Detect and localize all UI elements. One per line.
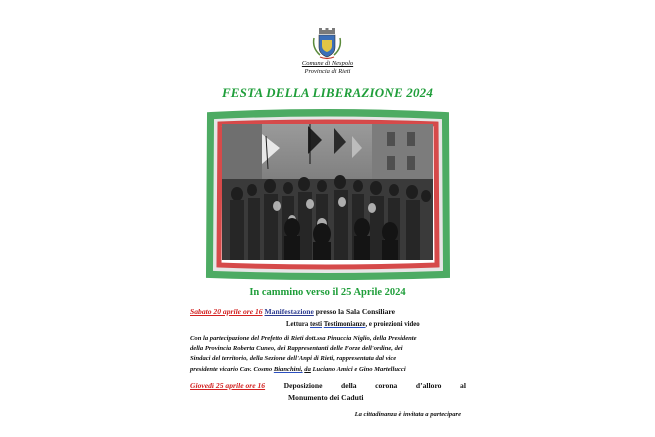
event2-location: Monumento dei Caduti [288, 393, 364, 402]
event2-word: al [460, 381, 466, 390]
event1-date: Sabato 20 aprile ore 16 [190, 307, 263, 316]
event2-word: d’alloro [415, 381, 442, 390]
participation-line: Sindaci del territorio, della Sezione dell'Anpi di Rieti, rappresentata dal vice [190, 355, 397, 363]
reading-label: Lettura [286, 321, 309, 328]
commune-province: Provincia di Rieti [304, 67, 351, 75]
commune-name: Comune di Nespolo [301, 60, 354, 67]
event1-what: Manifestazione [264, 307, 314, 316]
event2-block [190, 381, 466, 402]
participation-text: presidente vicario Cav. Cosmo [190, 365, 273, 373]
participation-line [190, 365, 466, 375]
texts-label: testi [309, 321, 323, 328]
participation-line: Con la partecipazione del Prefetto di Rieti dott.ssa Pinuccia Niglio, della Presidente [190, 335, 417, 342]
event2-date: Giovedì 25 aprile ore 16 [190, 381, 266, 390]
event2-word: Deposizione [283, 381, 323, 390]
event-subtitle: In cammino verso il 25 Aprile 2024 [249, 287, 406, 298]
participation-paragraph [190, 334, 466, 375]
participation-name: Bianchini, [273, 365, 303, 373]
event1-detail [286, 321, 420, 328]
event2-word: corona [375, 381, 398, 390]
page-title: FESTA DELLA LIBERAZIONE 2024 [221, 85, 434, 100]
video-label: , e proiezioni video [365, 321, 420, 328]
historical-liberation-photo [222, 124, 433, 260]
participation-line: della Provincia Roberta Cuneo, dei Rappresentanti delle Forze dell'ordine, dei [190, 345, 403, 353]
footer-invitation: La cittadinanza è invitata a partecipare [354, 411, 461, 418]
event2-word: della [340, 381, 357, 390]
participation-text: Luciano Amici e Gino Martellucci [312, 365, 406, 373]
coat-of-arms-icon [310, 28, 344, 60]
participation-text: da [304, 365, 311, 373]
testimonies-label: Testimonianze [323, 321, 366, 328]
commune-header [260, 60, 395, 75]
event1-line [190, 307, 395, 316]
event1-where: presso la Sala Consiliare [315, 307, 396, 316]
